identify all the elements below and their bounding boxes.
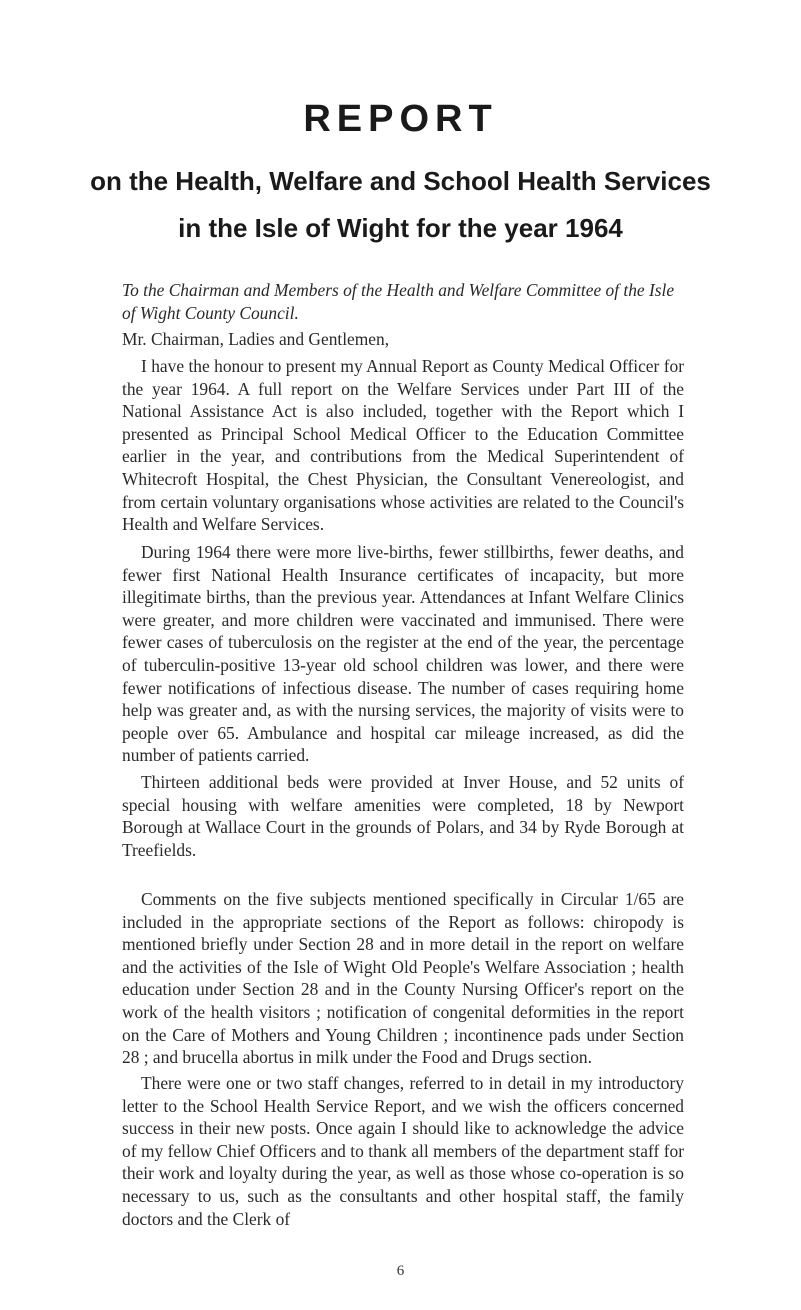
page-number: 6 [396, 1263, 405, 1279]
paragraph-3: Thirteen additional beds were provided at Inver House, and 52 units of special housing with welfare amenities were completed, 18 by Newport Borough at Wallace Court in the grounds of Polars, and 34 by Ryde Borough at Treefields. [122, 772, 684, 860]
report-title: REPORT [303, 98, 498, 140]
paragraph-5: There were one or two staff changes, referred to in detail in my introductory letter to the School Health Service Report, and we wish the officers concerned success in their new posts. Once again I should like to acknowledge the advice of my fellow Chief Officers and to thank all members of the department staff for their work and loyalty during the year, as well as those whose co-operation is so necessary to us, such as the consultants and other hospital staff, the family doctors and the Clerk of [122, 1073, 684, 1229]
paragraph-1: I have the honour to present my Annual Report as County Medical Officer for the year 1964. A full report on the Welfare Services under Part III of the National Assistance Act is also included, together with the Report which I presented as Principal School Medical Officer to the Education Committee earlier in the year, and contributions from the Medical Superintendent of Whitecroft Hospital, the Chest Physician, the Consultant Venereologist, and from certain voluntary organisations whose activities are related to the Council's Health and Welfare Services. [122, 356, 684, 535]
addressee: To the Chairman and Members of the Health and Welfare Committee of the Isle of Wight County Council. [122, 280, 675, 323]
paragraph-2: During 1964 there were more live-births, fewer stillbirths, fewer deaths, and fewer first National Health Insurance certificates of incapacity, but more illegitimate births, than the previous year. Attendances at Infant Welfare Clinics were greater, and more children were vaccinated and immunised. There were fewer cases of tuberculosis on the register at the end of the year, the percentage of tuberculin-positive 13-year old school children was lower, and there were fewer notifications of infectious disease. The number of cases requiring home help was greater and, as with the nursing services, the majority of visits were to people over 65. Ambulance and hospital car mileage increased, as did the number of patients carried. [122, 542, 684, 766]
report-subtitle-line-2: in the Isle of Wight for the year 1964 [178, 213, 623, 243]
report-subtitle-line-1: on the Health, Welfare and School Health Services [90, 166, 711, 196]
salutation: Mr. Chairman, Ladies and Gentlemen, [122, 329, 390, 349]
paragraph-4: Comments on the five subjects mentioned specifically in Circular 1/65 are included in the appropriate sections of the Report as follows: chiropody is mentioned briefly under Section 28 and in more detail in the report on welfare and the activities of the Isle of Wight Old People's Welfare Association ; health education under Section 28 and in the County Nursing Officer's report on the work of the health visitors ; notification of congenital deformities in the report on the Care of Mothers and Young Children ; incontinence pads under Section 28 ; and brucella abortus in milk under the Food and Drugs section. [122, 889, 684, 1068]
